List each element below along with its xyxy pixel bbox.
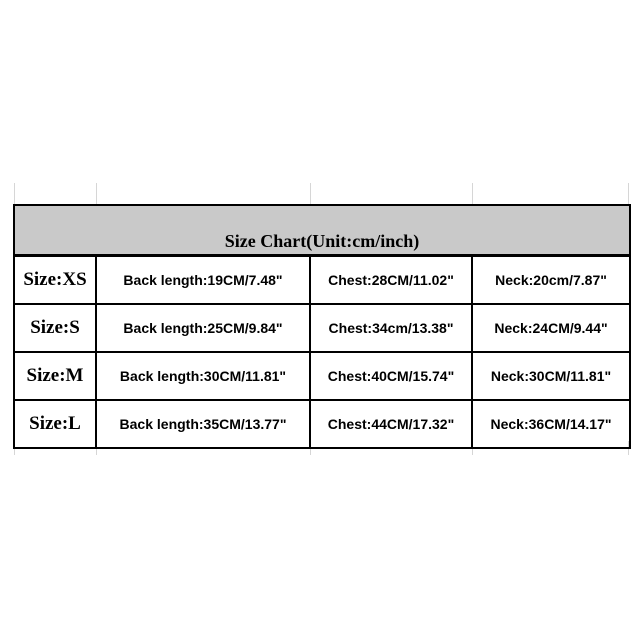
chest-cell: Chest:28CM/11.02" — [310, 256, 472, 305]
size-label-cell: Size:L — [14, 400, 96, 448]
neck-cell: Neck:20cm/7.87" — [472, 256, 630, 305]
chest-cell: Chest:34cm/13.38" — [310, 304, 472, 352]
table-row — [14, 304, 630, 352]
size-label-cell: Size:S — [14, 304, 96, 352]
table-row — [14, 256, 630, 305]
table-row — [14, 400, 630, 448]
size-chart-title: Size Chart(Unit:cm/inch) — [14, 205, 630, 256]
sheet-gridline — [628, 183, 629, 205]
back-length-cell: Back length:19CM/7.48" — [96, 256, 310, 305]
back-length-cell: Back length:25CM/9.84" — [96, 304, 310, 352]
sheet-gridline — [472, 183, 473, 205]
chest-cell: Chest:40CM/15.74" — [310, 352, 472, 400]
neck-cell: Neck:24CM/9.44" — [472, 304, 630, 352]
back-length-cell: Back length:35CM/13.77" — [96, 400, 310, 448]
sheet-gridline — [310, 183, 311, 205]
table-header-row — [14, 205, 630, 256]
neck-cell: Neck:30CM/11.81" — [472, 352, 630, 400]
size-label-cell: Size:M — [14, 352, 96, 400]
back-length-cell: Back length:30CM/11.81" — [96, 352, 310, 400]
sheet-gridline — [14, 183, 15, 205]
sheet-gridline — [96, 183, 97, 205]
chest-cell: Chest:44CM/17.32" — [310, 400, 472, 448]
size-chart-table — [13, 204, 631, 449]
table-row — [14, 352, 630, 400]
size-label-cell: Size:XS — [14, 256, 96, 305]
neck-cell: Neck:36CM/14.17" — [472, 400, 630, 448]
